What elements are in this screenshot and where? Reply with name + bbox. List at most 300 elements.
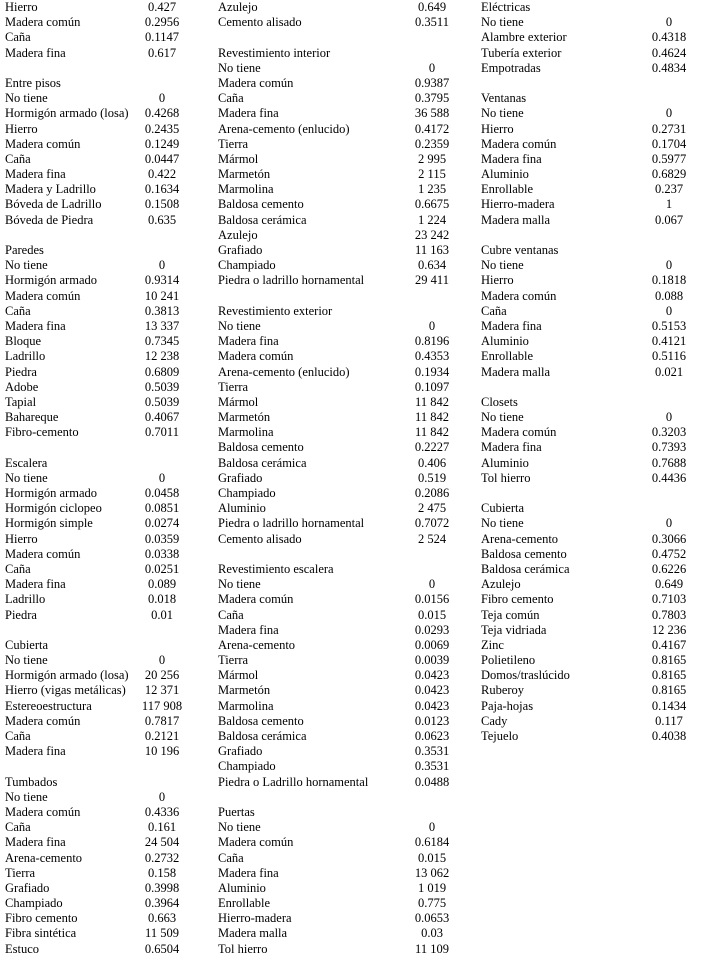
row-label: Azulejo [218, 227, 258, 242]
row-label: Mármol [218, 394, 259, 409]
row-label: Ladrillo [5, 349, 46, 364]
table-row [481, 456, 697, 471]
row-label: Mármol [218, 668, 259, 683]
table-row [5, 896, 190, 911]
row-label: Caña [5, 30, 31, 45]
table-row [481, 137, 697, 152]
row-value: 0.4436 [651, 470, 687, 485]
row-value: 0 [158, 258, 166, 273]
table-row [218, 486, 467, 501]
row-value: 2 524 [417, 531, 447, 546]
row-value: 0.6226 [651, 561, 687, 576]
table-row [481, 577, 697, 592]
section-spacer [481, 486, 697, 501]
row-value: 0.7817 [144, 713, 180, 728]
table-row [5, 653, 190, 668]
row-value: 0 [158, 653, 166, 668]
row-value: 0.8165 [651, 653, 687, 668]
row-label: Aluminio [218, 880, 266, 895]
row-value: 0.649 [417, 0, 447, 14]
row-label: Ruberoy [481, 683, 525, 698]
row-value: 2 475 [417, 501, 447, 516]
row-value: 0.0039 [414, 653, 450, 668]
row-value: 24 504 [144, 835, 180, 850]
row-value: 0.1704 [651, 136, 687, 151]
row-value: 0.5116 [652, 349, 686, 364]
table-row [5, 562, 190, 577]
row-value: 0.2359 [414, 136, 450, 151]
row-value: 0.4121 [651, 334, 687, 349]
row-label: Piedra [5, 364, 37, 379]
table-row [5, 319, 190, 334]
table-row [481, 273, 697, 288]
row-label: Grafiado [218, 470, 263, 485]
row-value: 0.0069 [414, 637, 450, 652]
section-spacer [218, 30, 467, 45]
table-row [5, 30, 190, 45]
row-label: No tiene [5, 258, 48, 273]
row-label: Champiado [218, 759, 276, 774]
row-label: Arena-cemento [218, 637, 296, 652]
row-value: 0.7688 [651, 455, 687, 470]
row-label: Madera fina [5, 45, 66, 60]
row-label: Hormigón armado (losa) [5, 668, 129, 683]
row-label: Madera común [218, 592, 294, 607]
row-value: 0.0274 [144, 516, 180, 531]
row-label: Madera común [218, 75, 294, 90]
row-label: Tubería exterior [481, 45, 562, 60]
table-row [481, 182, 697, 197]
table-row [5, 820, 190, 835]
row-label: No tiene [481, 516, 524, 531]
table-row [218, 410, 467, 425]
table-row [218, 851, 467, 866]
row-value: 11 842 [415, 410, 449, 425]
section-spacer [5, 759, 190, 774]
row-value: 36 588 [414, 106, 450, 121]
row-value: 0 [665, 258, 673, 273]
row-value: 10 196 [144, 744, 180, 759]
row-value: 0.03 [421, 926, 443, 941]
row-label: Baldosa cemento [218, 713, 304, 728]
row-label: Caña [218, 850, 244, 865]
table-row [5, 486, 190, 501]
table-row [5, 881, 190, 896]
row-value: 0.3998 [144, 880, 180, 895]
row-value: 0.7103 [651, 592, 687, 607]
section-title-closets: Closets [481, 394, 518, 409]
row-label: Madera fina [5, 744, 66, 759]
row-value: 0.2731 [651, 121, 687, 136]
section-spacer [5, 61, 190, 76]
row-label: No tiene [218, 577, 261, 592]
row-label: Marmolina [218, 182, 274, 197]
row-value: 0.9314 [144, 273, 180, 288]
row-label: Arena-cemento [5, 850, 83, 865]
table-row [481, 683, 697, 698]
row-label: Adobe [5, 379, 39, 394]
row-value: 0.7011 [145, 425, 179, 440]
row-label: Madera común [5, 804, 81, 819]
row-value: 0 [665, 516, 673, 531]
table-row [5, 304, 190, 319]
table-row [218, 106, 467, 121]
table-row [218, 395, 467, 410]
row-value: 0.8196 [414, 334, 450, 349]
table-row [218, 197, 467, 212]
table-row [481, 592, 697, 607]
row-value: 1 224 [417, 212, 447, 227]
row-label: Piedra [5, 607, 37, 622]
row-label: Grafiado [5, 880, 50, 895]
row-value: 0.406 [417, 455, 447, 470]
table-row [481, 729, 697, 744]
row-value: 0.0293 [414, 622, 450, 637]
row-label: Hierro-madera [481, 197, 555, 212]
row-value: 0.4067 [144, 410, 180, 425]
row-value: 0.0488 [414, 774, 450, 789]
row-label: Paja-hojas [481, 698, 534, 713]
row-value: 0.018 [147, 592, 177, 607]
row-value: 0 [665, 106, 673, 121]
row-value: 0.4834 [651, 60, 687, 75]
row-value: 0.0156 [414, 592, 450, 607]
row-value: 0.4353 [414, 349, 450, 364]
row-value: 29 411 [415, 273, 449, 288]
table-row [481, 15, 697, 30]
row-label: Alambre exterior [481, 30, 567, 45]
row-label: Caña [5, 729, 31, 743]
row-value: 0.1818 [651, 273, 687, 288]
table-row [5, 577, 190, 592]
row-label: Madera fina [5, 577, 66, 592]
row-label: Madera fina [481, 151, 542, 166]
row-value: 0.088 [654, 288, 684, 303]
row-value: 0.1934 [414, 364, 450, 379]
table-row [5, 380, 190, 395]
row-label: Baldosa cemento [218, 197, 304, 212]
row-value: 0.0423 [414, 668, 450, 683]
table-row [5, 137, 190, 152]
row-value: 0.1508 [144, 197, 180, 212]
row-value: 0.1634 [144, 182, 180, 197]
row-value: 0.4336 [144, 804, 180, 819]
row-value: 0.4038 [651, 729, 687, 743]
row-label: Hierro [5, 121, 38, 136]
row-value: 0.422 [147, 167, 177, 182]
table-row [218, 608, 467, 623]
table-row [481, 516, 697, 531]
row-label: Madera fina [5, 167, 66, 182]
row-label: No tiene [218, 60, 261, 75]
row-label: No tiene [5, 91, 48, 106]
row-value: 0 [428, 820, 436, 835]
row-label: Madera común [218, 349, 294, 364]
row-label: Hierro [481, 273, 514, 288]
table-row [481, 46, 697, 61]
table-row [218, 775, 467, 790]
row-label: Madera malla [481, 364, 551, 379]
table-row [218, 91, 467, 106]
section-spacer [218, 790, 467, 805]
table-row [218, 365, 467, 380]
row-value: 0.2121 [144, 729, 180, 743]
table-row [481, 289, 697, 304]
row-value: 0 [158, 789, 166, 804]
row-value: 12 371 [144, 683, 180, 698]
row-value: 0.6829 [651, 167, 687, 182]
table-row [5, 0, 190, 15]
row-label: No tiene [5, 653, 48, 668]
row-value: 0.3066 [651, 531, 687, 546]
row-value: 0.7345 [144, 334, 180, 349]
row-label: Madera común [5, 546, 81, 561]
table-row [218, 516, 467, 531]
row-label: Champiado [218, 258, 276, 273]
row-value: 0 [665, 410, 673, 425]
row-value: 2 995 [417, 151, 447, 166]
row-value: 0.4752 [651, 546, 687, 561]
table-row [218, 926, 467, 941]
row-value: 0.427 [147, 0, 177, 14]
table-row [218, 532, 467, 547]
section-spacer [5, 228, 190, 243]
row-value: 0.7393 [651, 440, 687, 455]
row-label: Tierra [5, 865, 36, 880]
row-label: Arena-cemento (enlucido) [218, 121, 350, 136]
row-value: 0.117 [655, 713, 683, 728]
row-value: 1 019 [417, 880, 447, 895]
table-row [218, 820, 467, 835]
table-row [481, 167, 697, 182]
table-row [5, 334, 190, 349]
table-row [218, 122, 467, 137]
row-value: 23 242 [414, 227, 450, 242]
row-label: Cady [481, 713, 508, 728]
row-value: 0 [158, 91, 166, 106]
row-label: No tiene [481, 15, 524, 30]
section-title-tumbados: Tumbados [5, 774, 58, 789]
row-label: Caña [218, 607, 244, 622]
table-row [218, 668, 467, 683]
row-label: Hormigón ciclopeo [5, 501, 102, 516]
row-value: 0.519 [417, 470, 447, 485]
row-label: Champiado [218, 486, 276, 500]
table-row [5, 516, 190, 531]
section-spacer [218, 289, 467, 304]
row-value: 11 509 [145, 926, 179, 941]
row-value: 0.0423 [414, 683, 450, 698]
table-row [5, 365, 190, 380]
table-row [218, 683, 467, 698]
table-row [5, 835, 190, 850]
table-row [5, 805, 190, 820]
section-title-paredes: Paredes [5, 243, 44, 257]
table-row [5, 547, 190, 562]
row-label: Grafiado [218, 243, 263, 257]
row-label: Baldosa cerámica [218, 455, 307, 470]
section-spacer [5, 440, 190, 455]
table-row [218, 729, 467, 744]
table-row [5, 167, 190, 182]
row-label: Baldosa cerámica [218, 212, 307, 227]
row-label: Madera y Ladrillo [5, 182, 96, 197]
row-value: 0 [665, 15, 673, 30]
table-row [218, 714, 467, 729]
row-label: Zinc [481, 637, 504, 652]
row-value: 0.6675 [414, 197, 450, 212]
row-value: 0.5153 [651, 318, 687, 333]
row-label: Marmetón [218, 167, 271, 182]
row-value: 0.0251 [144, 561, 180, 576]
row-value: 0.3203 [651, 425, 687, 440]
row-value: 0.01 [151, 607, 173, 622]
row-value: 0.1147 [145, 30, 179, 45]
table-row [5, 395, 190, 410]
table-row [218, 744, 467, 759]
row-label: Empotradas [481, 60, 541, 75]
row-value: 0.015 [417, 850, 447, 865]
row-value: 0.775 [417, 896, 447, 911]
section-spacer [218, 547, 467, 562]
table-row [218, 866, 467, 881]
row-label: Enrollable [481, 182, 534, 197]
row-label: Madera malla [481, 212, 551, 227]
row-label: No tiene [218, 318, 261, 333]
row-value: 0 [428, 60, 436, 75]
table-row [218, 653, 467, 668]
row-value: 0.649 [654, 577, 684, 592]
row-label: Madera fina [218, 622, 279, 637]
row-label: Madera fina [218, 865, 279, 880]
table-row [481, 410, 697, 425]
table-row [5, 122, 190, 137]
row-label: No tiene [5, 470, 48, 485]
row-label: Azulejo [218, 0, 258, 14]
section-title-ventanas: Ventanas [481, 91, 527, 106]
table-row [5, 942, 190, 957]
row-label: Bahareque [5, 410, 59, 425]
row-label: Baldosa cerámica [481, 561, 570, 576]
row-value: 0.5977 [651, 151, 687, 166]
table-row [218, 911, 467, 926]
table-row [481, 638, 697, 653]
table-row [5, 273, 190, 288]
row-value: 0.067 [654, 212, 684, 227]
row-label: Tierra [218, 136, 249, 151]
table-row [218, 942, 467, 957]
table-row [5, 729, 190, 744]
row-label: Madera fina [481, 318, 542, 333]
row-value: 0.7803 [651, 607, 687, 622]
row-value: 0.2435 [144, 121, 180, 136]
table-row [5, 714, 190, 729]
row-label: Tol hierro [218, 941, 268, 956]
table-row [218, 425, 467, 440]
row-label: Tierra [218, 379, 249, 394]
row-label: Grafiado [218, 744, 263, 759]
row-label: No tiene [218, 820, 261, 835]
table-row [481, 714, 697, 729]
table-row [481, 699, 697, 714]
row-value: 0.089 [147, 577, 177, 592]
row-label: Cemento alisado [218, 15, 302, 30]
section-title-escalera: Escalera [5, 455, 48, 470]
table-row [481, 608, 697, 623]
row-value: 0.0359 [144, 531, 180, 546]
row-value: 0.635 [147, 212, 177, 227]
row-value: 0.2086 [414, 486, 450, 500]
row-label: Caña [5, 151, 31, 166]
row-value: 0.3511 [415, 15, 449, 30]
row-value: 0.1249 [144, 136, 180, 151]
row-value: 0.634 [417, 258, 447, 273]
section-title-entre-pisos: Entre pisos [5, 75, 61, 90]
table-row [481, 30, 697, 45]
table-row [481, 425, 697, 440]
row-value: 0.6809 [144, 364, 180, 379]
row-label: Aluminio [481, 455, 529, 470]
row-label: Mármol [218, 151, 259, 166]
row-value: 0.9387 [414, 75, 450, 90]
row-value: 0.237 [654, 182, 684, 197]
row-label: Madera común [481, 288, 557, 303]
row-label: Caña [481, 303, 507, 318]
table-row [218, 243, 467, 258]
section-title-cubierta: Cubierta [481, 501, 525, 516]
table-row [5, 425, 190, 440]
table-row [481, 334, 697, 349]
table-row [481, 213, 697, 228]
table-row [5, 213, 190, 228]
row-label: Azulejo [481, 577, 521, 592]
row-label: Piedra o ladrillo hornamental [218, 273, 365, 288]
table-row [218, 213, 467, 228]
table-row [218, 577, 467, 592]
row-label: Marmetón [218, 410, 271, 425]
row-label: Hierro (vigas metálicas) [5, 683, 126, 698]
row-label: Marmolina [218, 698, 274, 713]
table-row [218, 471, 467, 486]
table-row [218, 182, 467, 197]
table-row [481, 197, 697, 212]
row-value: 0.0623 [414, 729, 450, 743]
table-row [5, 91, 190, 106]
row-value: 11 109 [415, 941, 449, 956]
table-row [481, 547, 697, 562]
row-label: Baldosa cemento [481, 546, 567, 561]
row-label: Madera común [218, 835, 294, 850]
row-value: 0.5039 [144, 379, 180, 394]
row-value: 0 [428, 577, 436, 592]
row-value: 0.3813 [144, 303, 180, 318]
table-row [5, 532, 190, 547]
table-row [218, 759, 467, 774]
row-label: Madera fina [218, 106, 279, 121]
table-row [481, 471, 697, 486]
row-value: 0.2732 [144, 850, 180, 865]
row-label: Madera común [5, 288, 81, 303]
row-label: Hormigón armado [5, 273, 97, 288]
row-value: 0.8165 [651, 683, 687, 698]
table-row [218, 501, 467, 516]
row-label: Baldosa cemento [218, 440, 304, 455]
row-label: Aluminio [481, 167, 529, 182]
row-label: Aluminio [218, 501, 266, 516]
row-label: Enrollable [481, 349, 534, 364]
row-value: 0.021 [654, 364, 684, 379]
row-label: Polietileno [481, 653, 536, 668]
